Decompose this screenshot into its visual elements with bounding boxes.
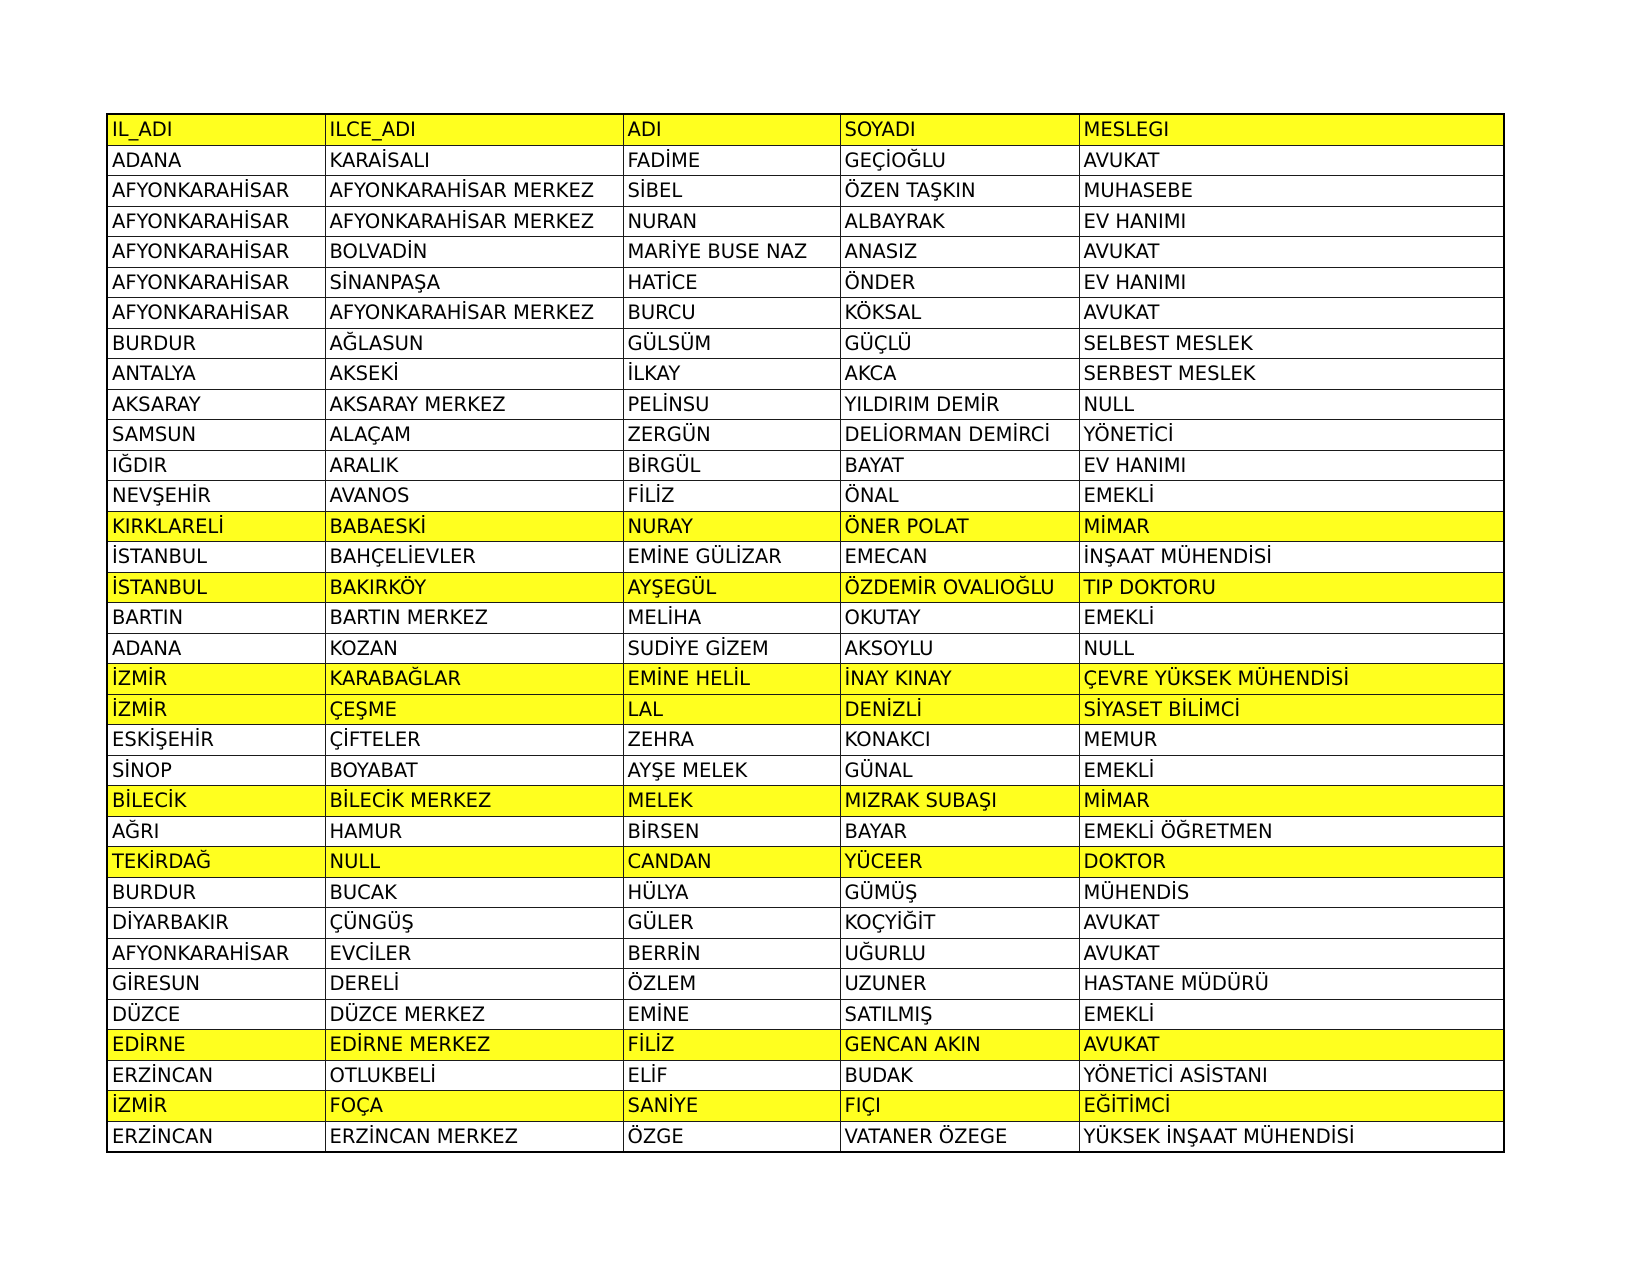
table-row [107, 938, 1504, 969]
cell-ilce-adi: EVCİLER [325, 938, 623, 969]
cell-adi: FADİME [623, 145, 840, 176]
cell-adi: NURAN [623, 206, 840, 237]
cell-meslegi: EMEKLİ [1079, 999, 1504, 1030]
cell-meslegi: İNŞAAT MÜHENDİSİ [1079, 542, 1504, 573]
cell-soyadi: OKUTAY [840, 603, 1079, 634]
table-row [107, 359, 1504, 390]
cell-il-adi: İSTANBUL [107, 542, 325, 573]
cell-adi: SUDİYE GİZEM [623, 633, 840, 664]
header-cell-il-adi: IL_ADI [107, 114, 325, 145]
cell-soyadi: GÜÇLÜ [840, 328, 1079, 359]
table-row [107, 969, 1504, 1000]
cell-il-adi: BURDUR [107, 328, 325, 359]
cell-meslegi: AVUKAT [1079, 938, 1504, 969]
cell-soyadi: SATILMIŞ [840, 999, 1079, 1030]
cell-adi: EMİNE HELİL [623, 664, 840, 695]
data-table [106, 113, 1505, 1153]
table-row [107, 176, 1504, 207]
cell-il-adi: AFYONKARAHİSAR [107, 206, 325, 237]
cell-adi: MELİHA [623, 603, 840, 634]
cell-ilce-adi: AFYONKARAHİSAR MERKEZ [325, 176, 623, 207]
cell-adi: ZERGÜN [623, 420, 840, 451]
cell-il-adi: DİYARBAKIR [107, 908, 325, 939]
cell-ilce-adi: KARABAĞLAR [325, 664, 623, 695]
header-cell-meslegi: MESLEGI [1079, 114, 1504, 145]
cell-ilce-adi: HAMUR [325, 816, 623, 847]
cell-adi: HATİCE [623, 267, 840, 298]
cell-adi: ÖZGE [623, 1121, 840, 1152]
table-row [107, 847, 1504, 878]
cell-meslegi: AVUKAT [1079, 145, 1504, 176]
cell-ilce-adi: ALAÇAM [325, 420, 623, 451]
cell-meslegi: EV HANIMI [1079, 206, 1504, 237]
cell-ilce-adi: SİNANPAŞA [325, 267, 623, 298]
cell-soyadi: ÖZEN TAŞKIN [840, 176, 1079, 207]
table-row [107, 1030, 1504, 1061]
cell-soyadi: ÖNDER [840, 267, 1079, 298]
cell-il-adi: ERZİNCAN [107, 1121, 325, 1152]
cell-adi: FİLİZ [623, 1030, 840, 1061]
cell-il-adi: TEKİRDAĞ [107, 847, 325, 878]
cell-meslegi: MÜHENDİS [1079, 877, 1504, 908]
cell-soyadi: ANASIZ [840, 237, 1079, 268]
table-row [107, 145, 1504, 176]
table-row [107, 481, 1504, 512]
table-row [107, 755, 1504, 786]
cell-il-adi: ERZİNCAN [107, 1060, 325, 1091]
table-row [107, 572, 1504, 603]
cell-adi: SİBEL [623, 176, 840, 207]
cell-adi: MELEK [623, 786, 840, 817]
cell-il-adi: EDİRNE [107, 1030, 325, 1061]
cell-il-adi: IĞDIR [107, 450, 325, 481]
table-row [107, 603, 1504, 634]
cell-il-adi: AFYONKARAHİSAR [107, 237, 325, 268]
cell-il-adi: ADANA [107, 633, 325, 664]
cell-adi: BİRGÜL [623, 450, 840, 481]
cell-meslegi: MEMUR [1079, 725, 1504, 756]
table-row [107, 206, 1504, 237]
cell-meslegi: DOKTOR [1079, 847, 1504, 878]
cell-il-adi: AKSARAY [107, 389, 325, 420]
cell-meslegi: EV HANIMI [1079, 450, 1504, 481]
table-row [107, 877, 1504, 908]
cell-ilce-adi: BARTIN MERKEZ [325, 603, 623, 634]
cell-soyadi: ÖZDEMİR OVALIOĞLU [840, 572, 1079, 603]
cell-meslegi: EMEKLİ ÖĞRETMEN [1079, 816, 1504, 847]
cell-adi: ZEHRA [623, 725, 840, 756]
cell-ilce-adi: KOZAN [325, 633, 623, 664]
header-cell-soyadi: SOYADI [840, 114, 1079, 145]
cell-ilce-adi: ARALIK [325, 450, 623, 481]
table-row [107, 450, 1504, 481]
cell-ilce-adi: BOLVADİN [325, 237, 623, 268]
cell-adi: BERRİN [623, 938, 840, 969]
cell-il-adi: ESKİŞEHİR [107, 725, 325, 756]
cell-soyadi: VATANER ÖZEGE [840, 1121, 1079, 1152]
cell-ilce-adi: BABAESKİ [325, 511, 623, 542]
cell-adi: CANDAN [623, 847, 840, 878]
cell-soyadi: BUDAK [840, 1060, 1079, 1091]
cell-meslegi: EĞİTİMCİ [1079, 1091, 1504, 1122]
cell-meslegi: YÖNETİCİ [1079, 420, 1504, 451]
cell-il-adi: BİLECİK [107, 786, 325, 817]
cell-ilce-adi: AFYONKARAHİSAR MERKEZ [325, 298, 623, 329]
cell-soyadi: ÖNAL [840, 481, 1079, 512]
cell-meslegi: AVUKAT [1079, 1030, 1504, 1061]
cell-ilce-adi: NULL [325, 847, 623, 878]
cell-adi: BİRSEN [623, 816, 840, 847]
cell-ilce-adi: OTLUKBELİ [325, 1060, 623, 1091]
cell-soyadi: KÖKSAL [840, 298, 1079, 329]
cell-soyadi: KONAKCI [840, 725, 1079, 756]
header-cell-ilce-adi: ILCE_ADI [325, 114, 623, 145]
cell-adi: BURCU [623, 298, 840, 329]
cell-ilce-adi: AĞLASUN [325, 328, 623, 359]
cell-ilce-adi: AKSARAY MERKEZ [325, 389, 623, 420]
cell-il-adi: DÜZCE [107, 999, 325, 1030]
cell-adi: SANİYE [623, 1091, 840, 1122]
cell-ilce-adi: ÇÜNGÜŞ [325, 908, 623, 939]
table-row [107, 786, 1504, 817]
cell-ilce-adi: DÜZCE MERKEZ [325, 999, 623, 1030]
cell-soyadi: EMECAN [840, 542, 1079, 573]
table-row [107, 725, 1504, 756]
cell-il-adi: AFYONKARAHİSAR [107, 298, 325, 329]
cell-adi: ELİF [623, 1060, 840, 1091]
cell-ilce-adi: DERELİ [325, 969, 623, 1000]
cell-meslegi: EMEKLİ [1079, 481, 1504, 512]
cell-il-adi: BARTIN [107, 603, 325, 634]
cell-il-adi: İZMİR [107, 1091, 325, 1122]
cell-soyadi: ÖNER POLAT [840, 511, 1079, 542]
cell-il-adi: BURDUR [107, 877, 325, 908]
cell-soyadi: AKCA [840, 359, 1079, 390]
cell-soyadi: İNAY KINAY [840, 664, 1079, 695]
cell-meslegi: EV HANIMI [1079, 267, 1504, 298]
cell-adi: MARİYE BUSE NAZ [623, 237, 840, 268]
table-row [107, 298, 1504, 329]
cell-il-adi: İSTANBUL [107, 572, 325, 603]
cell-meslegi: SİYASET BİLİMCİ [1079, 694, 1504, 725]
cell-adi: GÜLER [623, 908, 840, 939]
cell-il-adi: KIRKLARELİ [107, 511, 325, 542]
table-row [107, 1091, 1504, 1122]
table-row [107, 694, 1504, 725]
table-row [107, 267, 1504, 298]
cell-soyadi: BAYAT [840, 450, 1079, 481]
cell-meslegi: MUHASEBE [1079, 176, 1504, 207]
cell-meslegi: HASTANE MÜDÜRÜ [1079, 969, 1504, 1000]
table-row [107, 1060, 1504, 1091]
table-row [107, 420, 1504, 451]
cell-soyadi: UZUNER [840, 969, 1079, 1000]
cell-soyadi: YÜCEER [840, 847, 1079, 878]
header-cell-adi: ADI [623, 114, 840, 145]
cell-soyadi: MIZRAK SUBAŞI [840, 786, 1079, 817]
cell-ilce-adi: BAHÇELİEVLER [325, 542, 623, 573]
cell-adi: NURAY [623, 511, 840, 542]
table-row [107, 633, 1504, 664]
cell-soyadi: ALBAYRAK [840, 206, 1079, 237]
cell-soyadi: GENCAN AKIN [840, 1030, 1079, 1061]
cell-ilce-adi: ERZİNCAN MERKEZ [325, 1121, 623, 1152]
table-body [107, 145, 1504, 1152]
table-row [107, 908, 1504, 939]
cell-ilce-adi: ÇİFTELER [325, 725, 623, 756]
cell-ilce-adi: BİLECİK MERKEZ [325, 786, 623, 817]
cell-meslegi: AVUKAT [1079, 908, 1504, 939]
cell-ilce-adi: AFYONKARAHİSAR MERKEZ [325, 206, 623, 237]
cell-il-adi: NEVŞEHİR [107, 481, 325, 512]
cell-meslegi: SERBEST MESLEK [1079, 359, 1504, 390]
cell-soyadi: AKSOYLU [840, 633, 1079, 664]
cell-meslegi: YÜKSEK İNŞAAT MÜHENDİSİ [1079, 1121, 1504, 1152]
cell-adi: ÖZLEM [623, 969, 840, 1000]
cell-ilce-adi: BOYABAT [325, 755, 623, 786]
table-row [107, 237, 1504, 268]
cell-ilce-adi: BUCAK [325, 877, 623, 908]
cell-meslegi: MİMAR [1079, 511, 1504, 542]
cell-ilce-adi: EDİRNE MERKEZ [325, 1030, 623, 1061]
cell-ilce-adi: FOÇA [325, 1091, 623, 1122]
cell-adi: PELİNSU [623, 389, 840, 420]
header-row [107, 114, 1504, 145]
cell-adi: AYŞE MELEK [623, 755, 840, 786]
cell-meslegi: AVUKAT [1079, 237, 1504, 268]
cell-meslegi: AVUKAT [1079, 298, 1504, 329]
table-row [107, 816, 1504, 847]
cell-meslegi: SELBEST MESLEK [1079, 328, 1504, 359]
cell-ilce-adi: ÇEŞME [325, 694, 623, 725]
table-row [107, 999, 1504, 1030]
cell-il-adi: İZMİR [107, 664, 325, 695]
cell-meslegi: NULL [1079, 633, 1504, 664]
cell-soyadi: DENİZLİ [840, 694, 1079, 725]
table-row [107, 328, 1504, 359]
cell-il-adi: AĞRI [107, 816, 325, 847]
cell-soyadi: GEÇİOĞLU [840, 145, 1079, 176]
cell-soyadi: DELİORMAN DEMİRCİ [840, 420, 1079, 451]
cell-adi: FİLİZ [623, 481, 840, 512]
cell-meslegi: YÖNETİCİ ASİSTANI [1079, 1060, 1504, 1091]
cell-il-adi: AFYONKARAHİSAR [107, 176, 325, 207]
cell-ilce-adi: BAKIRKÖY [325, 572, 623, 603]
cell-adi: AYŞEGÜL [623, 572, 840, 603]
spreadsheet-page [106, 113, 1505, 1153]
table-row [107, 542, 1504, 573]
cell-meslegi: EMEKLİ [1079, 755, 1504, 786]
cell-soyadi: KOÇYİĞİT [840, 908, 1079, 939]
cell-il-adi: AFYONKARAHİSAR [107, 267, 325, 298]
cell-il-adi: AFYONKARAHİSAR [107, 938, 325, 969]
cell-ilce-adi: AKSEKİ [325, 359, 623, 390]
cell-meslegi: EMEKLİ [1079, 603, 1504, 634]
cell-il-adi: SAMSUN [107, 420, 325, 451]
cell-soyadi: YILDIRIM DEMİR [840, 389, 1079, 420]
cell-meslegi: MİMAR [1079, 786, 1504, 817]
cell-meslegi: TIP DOKTORU [1079, 572, 1504, 603]
cell-adi: İLKAY [623, 359, 840, 390]
cell-soyadi: BAYAR [840, 816, 1079, 847]
cell-soyadi: GÜNAL [840, 755, 1079, 786]
cell-il-adi: ADANA [107, 145, 325, 176]
table-row [107, 664, 1504, 695]
cell-il-adi: ANTALYA [107, 359, 325, 390]
cell-adi: EMİNE GÜLİZAR [623, 542, 840, 573]
cell-il-adi: SİNOP [107, 755, 325, 786]
cell-il-adi: İZMİR [107, 694, 325, 725]
cell-il-adi: GİRESUN [107, 969, 325, 1000]
table-row [107, 389, 1504, 420]
cell-adi: HÜLYA [623, 877, 840, 908]
cell-adi: LAL [623, 694, 840, 725]
cell-ilce-adi: AVANOS [325, 481, 623, 512]
cell-soyadi: UĞURLU [840, 938, 1079, 969]
cell-meslegi: NULL [1079, 389, 1504, 420]
cell-adi: EMİNE [623, 999, 840, 1030]
table-row [107, 511, 1504, 542]
cell-ilce-adi: KARAİSALI [325, 145, 623, 176]
cell-meslegi: ÇEVRE YÜKSEK MÜHENDİSİ [1079, 664, 1504, 695]
cell-soyadi: GÜMÜŞ [840, 877, 1079, 908]
cell-adi: GÜLSÜM [623, 328, 840, 359]
cell-soyadi: FIÇI [840, 1091, 1079, 1122]
table-row [107, 1121, 1504, 1152]
